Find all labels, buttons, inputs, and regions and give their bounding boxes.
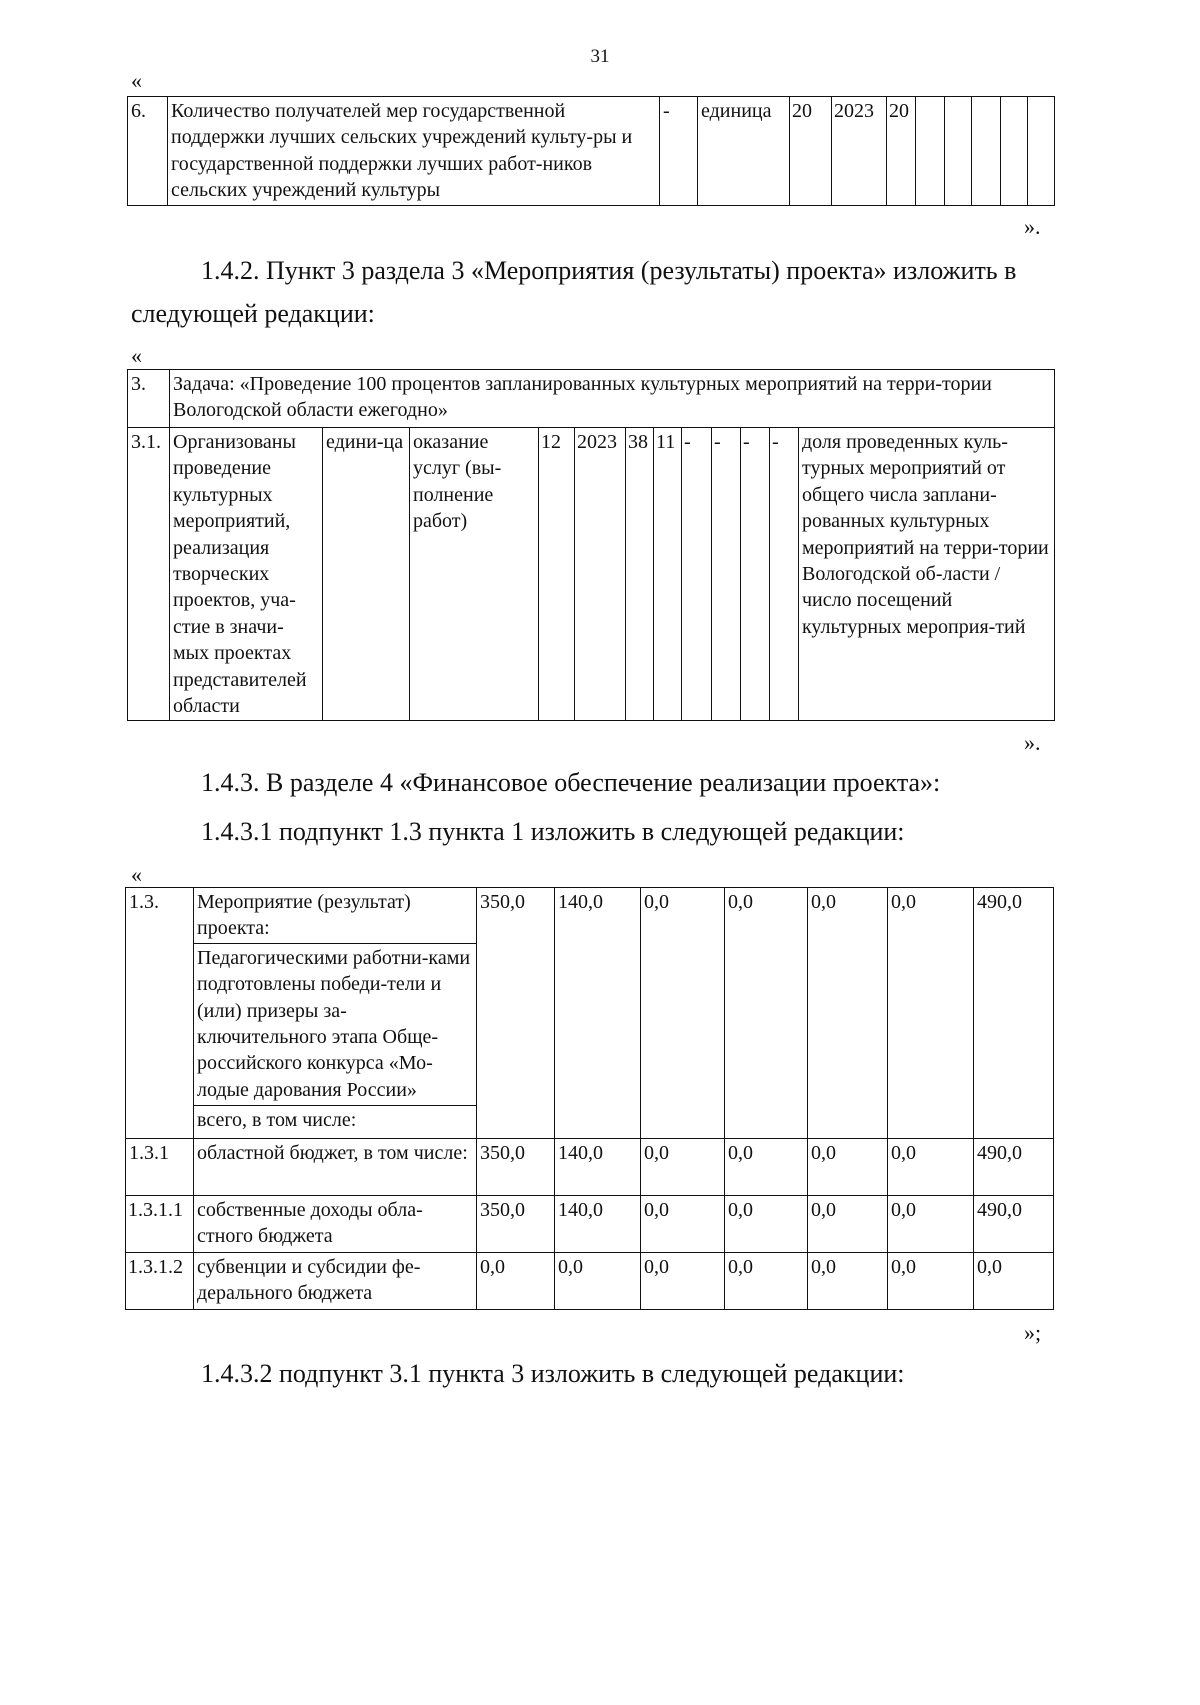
row-label: областной бюджет, в том числе: — [194, 1138, 477, 1195]
dash-cell: - — [770, 428, 799, 721]
table-row — [128, 97, 1055, 206]
item-number: 3.1. — [128, 428, 170, 721]
item-name: Организованы проведение культурных мероприятий, реализация творческих проектов, уча-стие в значи-мых проектах представителей области — [170, 428, 323, 721]
value-cell: 140,0 — [555, 1138, 641, 1195]
empty-cell — [945, 97, 972, 206]
para-1-4-3: 1.4.3. В разделе 4 «Финансовое обеспечение реализации проекта»: — [201, 768, 941, 797]
value-cell: 0,0 — [725, 1195, 808, 1252]
table3 — [125, 887, 1054, 1310]
item-row — [128, 428, 1055, 721]
table-row — [126, 1252, 1054, 1309]
dash-cell: - — [741, 428, 770, 721]
base-value-cell: 20 — [790, 97, 832, 206]
value-cell: 0,0 — [641, 1195, 725, 1252]
value-cell: 0,0 — [725, 1252, 808, 1309]
value-cell: 0,0 — [477, 1252, 555, 1309]
row-number: 1.3.1.1 — [126, 1195, 194, 1252]
value-cell: 140,0 — [555, 1195, 641, 1252]
value-cell: 38 — [626, 428, 654, 721]
table1 — [127, 96, 1055, 206]
value-cell: 0,0 — [888, 888, 974, 1139]
table2-open-quote: « — [131, 343, 142, 368]
row-label: собственные доходы обла-стного бюджета — [194, 1195, 477, 1252]
value-cell: 0,0 — [974, 1252, 1054, 1309]
unit-cell: едини-ца — [323, 428, 410, 721]
table-row — [126, 1195, 1054, 1252]
value-cell: 0,0 — [808, 1138, 888, 1195]
value-cell: 490,0 — [974, 1138, 1054, 1195]
value-cell: 350,0 — [477, 1138, 555, 1195]
total-label: всего, в том числе: — [194, 1105, 477, 1138]
dash-cell: - — [660, 97, 698, 206]
empty-cell — [1001, 97, 1028, 206]
year-cell: 2023 — [575, 428, 626, 721]
unit-cell: единица — [698, 97, 790, 206]
value-cell: 0,0 — [725, 1138, 808, 1195]
value-cell: 0,0 — [888, 1138, 974, 1195]
value-cell: 11 — [654, 428, 682, 721]
task-number: 3. — [128, 370, 170, 428]
table-row — [126, 1138, 1054, 1195]
value-cell: 0,0 — [808, 1195, 888, 1252]
value-cell: 0,0 — [808, 1252, 888, 1309]
table1-open-quote: « — [131, 68, 142, 93]
task-text: Задача: «Проведение 100 процентов запланированных культурных мероприятий на терри-тории Вологодской области ежегодно» — [170, 370, 1055, 428]
dash-cell: - — [712, 428, 741, 721]
head-row — [126, 888, 1054, 944]
value-cell: 0,0 — [725, 888, 808, 1139]
value-cell: 350,0 — [477, 1195, 555, 1252]
table3-close-quote: »; — [1024, 1320, 1042, 1345]
value-cell: 0,0 — [555, 1252, 641, 1309]
row-number: 1.3.1.2 — [126, 1252, 194, 1309]
value-cell: 20 — [887, 97, 916, 206]
row-number: 1.3.1 — [126, 1138, 194, 1195]
row-number: 6. — [128, 97, 168, 206]
value-cell: 0,0 — [641, 1138, 725, 1195]
page-number: 31 — [590, 46, 610, 67]
para-1-4-3-1: 1.4.3.1 подпункт 1.3 пункта 1 изложить в следующей редакции: — [201, 817, 905, 846]
value-cell: 140,0 — [555, 888, 641, 1139]
indicator-cell: доля проведенных куль-турных мероприятий от общего числа заплани-рованных культурных мероприятий на терри-тории Вологодской об-ласти / число посещений культурных мероприя-тий — [799, 428, 1055, 721]
empty-cell — [916, 97, 945, 206]
empty-cell — [1028, 97, 1055, 206]
value-cell: 490,0 — [974, 1195, 1054, 1252]
para-1-4-2-line1: 1.4.2. Пункт 3 раздела 3 «Мероприятия (результаты) проекта» изложить в — [201, 256, 1017, 285]
table2 — [127, 369, 1055, 721]
row-number: 1.3. — [126, 888, 194, 1139]
table2-close-quote: ». — [1024, 730, 1041, 755]
value-cell: 0,0 — [641, 1252, 725, 1309]
para-1-4-3-2: 1.4.3.2 подпункт 3.1 пункта 3 изложить в следующей редакции: — [201, 1359, 905, 1388]
table1-close-quote: ». — [1024, 214, 1041, 239]
value-cell: 490,0 — [974, 888, 1054, 1139]
type-cell: оказание услуг (вы-полнение работ) — [410, 428, 539, 721]
task-row — [128, 370, 1055, 428]
row-label: субвенции и субсидии фе-дерального бюджета — [194, 1252, 477, 1309]
para-1-4-2-line2: следующей редакции: — [131, 299, 375, 328]
dash-cell: - — [682, 428, 712, 721]
year-cell: 2023 — [832, 97, 887, 206]
value-cell: 350,0 — [477, 888, 555, 1139]
value-cell: 0,0 — [808, 888, 888, 1139]
table3-open-quote: « — [131, 862, 142, 887]
indicator-name: Количество получателей мер государственной поддержки лучших сельских учреждений культу-ры и государственной поддержки лучших работ-ников сельских учреждений культуры — [168, 97, 660, 206]
measure-description: Педагогическими работни-ками подготовлены победи-тели и (или) призеры за-ключительного этапа Обще-российского конкурса «Мо-лодые дарования России» — [194, 943, 477, 1105]
value-cell: 0,0 — [888, 1195, 974, 1252]
empty-cell — [972, 97, 1001, 206]
value-cell: 0,0 — [641, 888, 725, 1139]
base-value-cell: 12 — [539, 428, 575, 721]
value-cell: 0,0 — [888, 1252, 974, 1309]
measure-label: Мероприятие (результат) проекта: — [194, 888, 477, 944]
